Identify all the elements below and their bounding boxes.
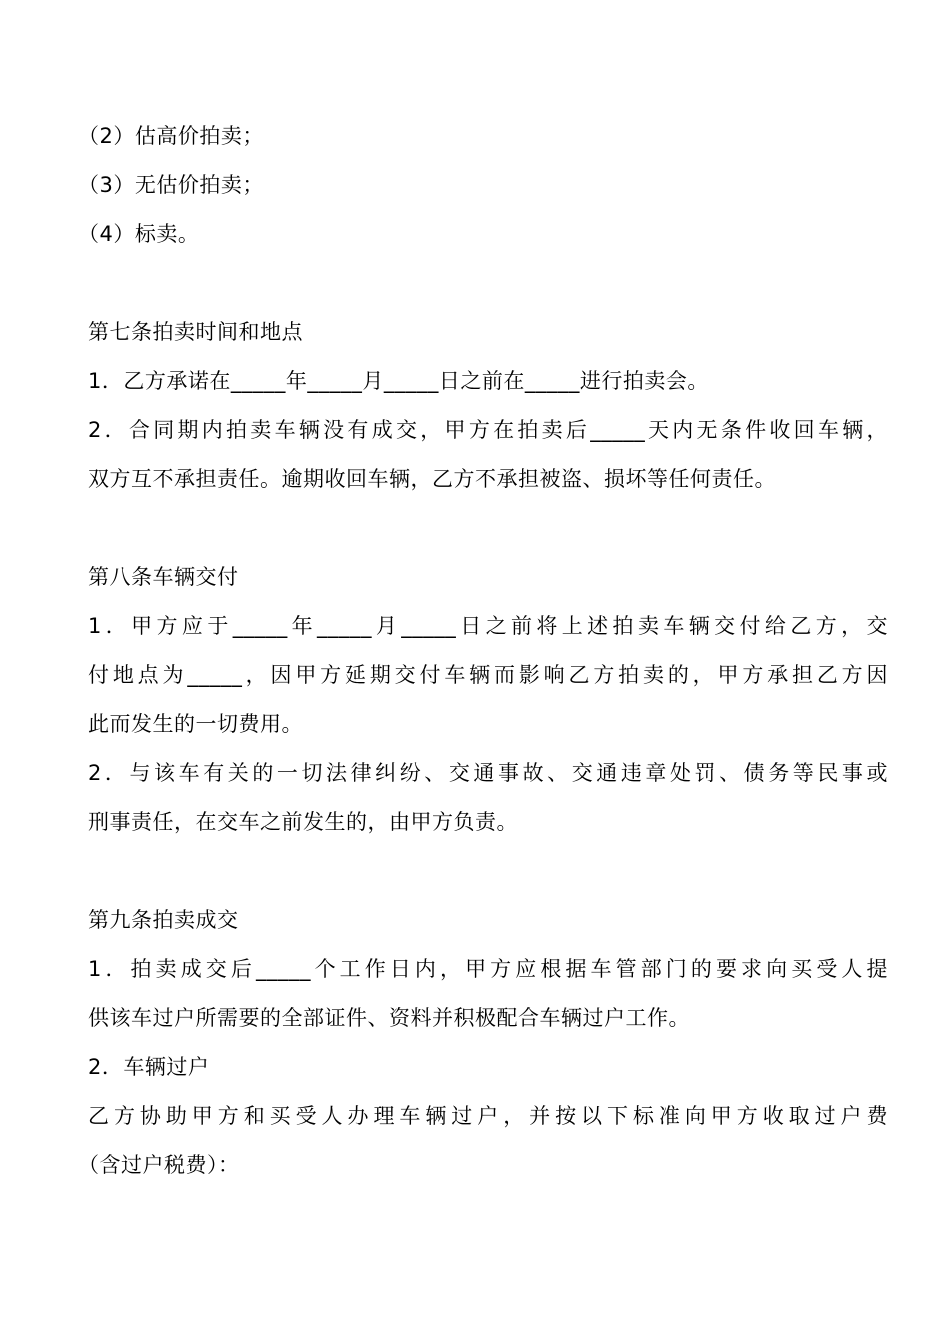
article-8-paragraph-1-line-2: 付地点为_____，因甲方延期交付车辆而影响乙方拍卖的，甲方承担乙方因 bbox=[88, 663, 888, 687]
list-item-2: （2）估高价拍卖； bbox=[78, 124, 264, 148]
document-page bbox=[78, 112, 888, 1190]
article-9-paragraph-3-line-1: 乙方协助甲方和买受人办理车辆过户，并按以下标准向甲方收取过户费 bbox=[88, 1104, 888, 1128]
article-7-title: 第七条拍卖时间和地点 bbox=[88, 320, 303, 344]
article-8-title: 第八条车辆交付 bbox=[88, 565, 239, 589]
list-item-3: （3）无估价拍卖； bbox=[78, 173, 264, 197]
article-9-paragraph-1-line-1: 1．拍卖成交后_____个工作日内，甲方应根据车管部门的要求向买受人提 bbox=[88, 957, 888, 981]
spacer bbox=[88, 847, 888, 896]
article-7-paragraph-1: 1．乙方承诺在_____年_____月_____日之前在_____进行拍卖会。 bbox=[88, 369, 709, 393]
article-7-paragraph-2-line-2: 双方互不承担责任。逾期收回车辆，乙方不承担被盗、损坏等任何责任。 bbox=[88, 467, 776, 491]
article-8-paragraph-1-line-1: 1．甲方应于_____年_____月_____日之前将上述拍卖车辆交付给乙方，交 bbox=[88, 614, 888, 638]
article-8-paragraph-2-line-2: 刑事责任，在交车之前发生的，由甲方负责。 bbox=[88, 810, 518, 834]
article-9-paragraph-3-line-2: （含过户税费）： bbox=[78, 1153, 240, 1177]
spacer bbox=[88, 504, 888, 553]
article-9-title: 第九条拍卖成交 bbox=[88, 908, 239, 932]
spacer bbox=[88, 259, 888, 308]
article-8-paragraph-2-line-1: 2．与该车有关的一切法律纠纷、交通事故、交通违章处罚、债务等民事或 bbox=[88, 761, 888, 785]
list-item-4: （4）标卖。 bbox=[78, 222, 200, 246]
article-8-paragraph-1-line-3: 此而发生的一切费用。 bbox=[88, 712, 303, 736]
article-9-paragraph-2: 2．车辆过户 bbox=[88, 1055, 210, 1079]
article-7-paragraph-2-line-1: 2．合同期内拍卖车辆没有成交，甲方在拍卖后_____天内无条件收回车辆， bbox=[88, 418, 888, 442]
article-9-paragraph-1-line-2: 供该车过户所需要的全部证件、资料并积极配合车辆过户工作。 bbox=[88, 1006, 690, 1030]
